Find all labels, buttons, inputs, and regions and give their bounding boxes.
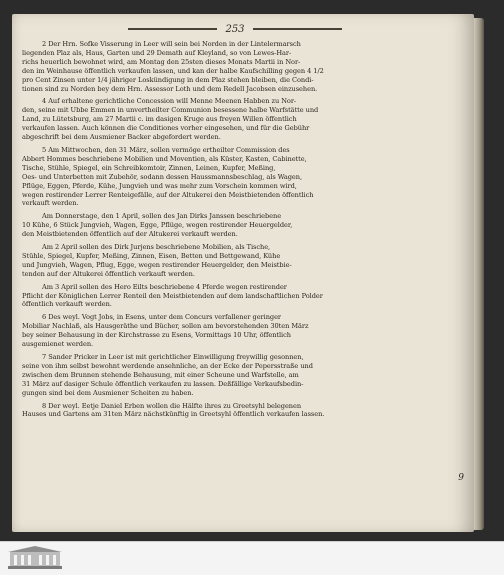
paragraph <box>22 402 452 420</box>
paragraph <box>22 40 452 93</box>
text-line: öffentlich verkauft werden. <box>22 300 112 309</box>
text-line: 4 Auf erhaltene gerichtliche Concession will Menne Meenen Habben zu Nor- <box>42 97 297 106</box>
text-line: pro Cent Zinsen unter 1/4 jähriger Loskündigung in dem Plaz stehen bleiben, die Condi- <box>22 75 314 84</box>
text-line: 7 Sander Pricker in Leer ist mit gerichtlicher Einwilligung freywillig gesonnen, <box>42 353 304 361</box>
header-rule-left <box>128 28 217 30</box>
text-line: 31 März auf dasiger Schule öffentlich verkaufen zu lassen. Deßfällige Verkaufsbedin- <box>22 379 304 388</box>
text-line: bey seiner Behausung in der Kirchstrasse zu Esens, Vormittags 10 Uhr, öffentlich <box>22 331 291 340</box>
text-line: Abbert Hommes beschriebene Mobilien und Moventien, als Küster, Kasten, Cabinette, <box>22 154 307 163</box>
text-line: Tische, Stühle, Spiegel, ein Schreibkomtoir, Zinnen, Leinen, Kupfer, Meßing, <box>22 163 276 172</box>
text-line: und Jungvieh, Wagen, Pflug, Egge, wegen restirender Heuergelder, den Meistbie- <box>22 260 292 269</box>
text-line: liegenden Plaz als, Haus, Garten und 29 Demath auf Kleyland, so von Lewes-Har- <box>22 48 292 57</box>
text-line: 2 Der Hrn. Sofke Visserung in Leer will sein bei Norden in der Lintelermarsch <box>42 40 301 48</box>
text-line: den, seine mit Ubbe Emmen in unvertheilter Communion besessene halbe Warfstätte und <box>22 106 319 115</box>
text-line: Mobiliar Nachlaß, als Hausgeräthe und Bücher, sollen am bevorstehenden 30ten März <box>22 322 309 331</box>
text-line: richs heuerlich bewohnet wird, am Montag den 25sten dieses Monats Martii in Nor- <box>22 57 301 66</box>
page-edge <box>474 18 484 530</box>
text-line: Land, zu Lütetsburg, am 27 Martii c. im dasigen Kruge aus freyen Willen öffentlich <box>22 115 297 124</box>
paragraph <box>22 283 452 310</box>
text-line: Am 2 April sollen des Dirk Jurjens beschriebene Mobilien, als Tische, <box>42 243 271 252</box>
text-line: verkauft werden. <box>22 199 79 208</box>
library-building-icon <box>6 546 64 570</box>
text-line: ausgemienet werden. <box>22 340 94 349</box>
header-rule-right <box>253 28 342 30</box>
text-line: den im Weinhause öffentlich verkaufen lassen, und kan der halbe Kaufschilling gegen 4 1/2 <box>22 66 324 75</box>
text-line: seine von ihm selbst bewohnt werdende ansehnliche, an der Ecke der Pepersstraße und <box>22 361 313 370</box>
viewer-footer <box>0 541 504 575</box>
text-line: Stühle, Spiegel, Kupfer, Meßing, Zinnen, Eisen, Betten und Bettgewand, Kühe <box>22 251 281 260</box>
text-line: den Meistbietenden öffentlich auf der Altukerei verkauft werden. <box>22 230 238 239</box>
page-header <box>120 22 350 36</box>
text-line: Pflicht der Königlichen Lerrer Renteil den Meistbietenden auf dem landschaftlichen Polder <box>22 291 323 300</box>
text-line: Am 3 April sollen des Hero Eilts beschriebene 4 Pferde wegen restirender <box>42 282 287 291</box>
text-line: abgeschrift bei dem Ausmiener Backer abgefordert werden. <box>22 133 221 142</box>
text-line: tionen sind zu Norden bey dem Hrn. Assessor Loth und dem Redell Jacobsen einzusehen. <box>22 84 318 93</box>
document-body <box>22 40 452 423</box>
paragraph <box>22 146 452 208</box>
text-line: gungen sind bei dem Ausmiener Scheiten zu haben. <box>22 388 194 397</box>
text-line: zwischen dem Brunnen stehende Behausung, mit einer Scheune und Warfstelle, am <box>22 370 299 379</box>
paragraph <box>22 212 452 239</box>
text-line: Pflüge, Eggen, Pferde, Kühe, Jungvieh und was mehr zum Vorschein kommen wird, <box>22 181 297 190</box>
page-number: 253 <box>225 23 245 35</box>
text-line: wegen restirender Lerrer Renteigefälle, auf der Altukerei den Meistbietenden öffentlich <box>22 190 314 199</box>
paragraph <box>22 353 452 398</box>
paragraph <box>22 313 452 349</box>
text-line: Oes- und Unterbetten mit Zubehör, sodann dessen Haussmannsbeschlag, als Wagen, <box>22 172 303 181</box>
text-line: 5 Am Mittwochen, den 31 März, sollen vermöge ertheilter Commission des <box>42 145 290 154</box>
text-line: Am Donnerstage, den 1 April, sollen des Jan Dirks Janssen beschriebene <box>42 212 282 221</box>
paragraph <box>22 97 452 142</box>
text-line: 10 Kühe, 6 Stück Jungvieh, Wagen, Egge, Pflüge, wegen restirender Heuergelder, <box>22 221 293 230</box>
signature-mark: 9 <box>458 473 464 483</box>
text-line: 6 Des weyl. Vogt Jobs, in Esens, unter dem Concurs verfallener geringer <box>42 313 282 322</box>
paragraph <box>22 243 452 279</box>
text-line: verkaufen lassen. Auch können die Conditiones vorher eingesehen, und für die Gebühr <box>22 124 310 133</box>
text-line: tenden auf der Altukerei öffentlich verkauft werden. <box>22 269 195 278</box>
text-line: Hauses und Gartens am 31ten März nächstkünftig in Greetsyhl öffentlich verkaufen lassen. <box>22 410 325 419</box>
text-line: 8 Der weyl. Eetje Daniel Erben wollen die Hälfte ihres zu Greetsyhl belegenen <box>42 401 302 410</box>
